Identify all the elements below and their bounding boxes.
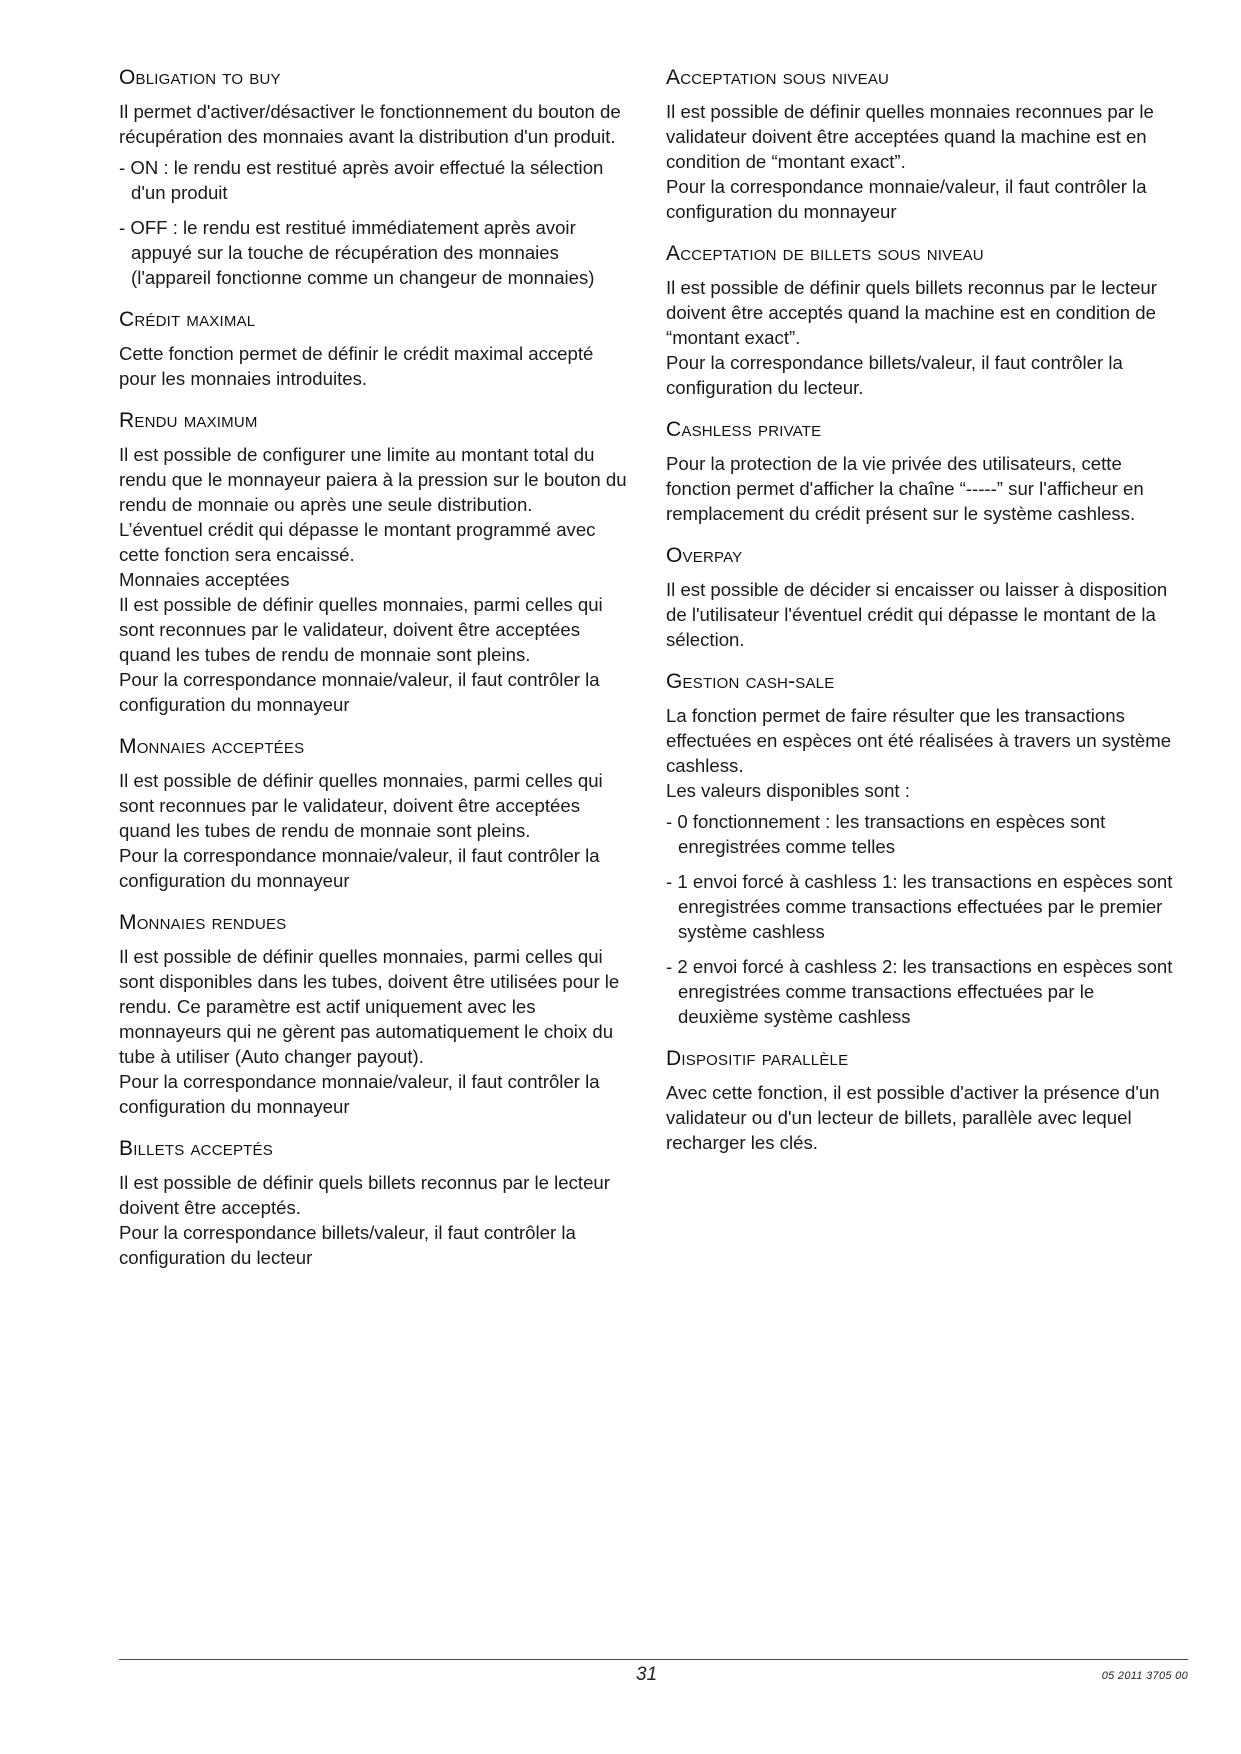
- section-monnaies-acceptees: [119, 735, 629, 893]
- section-paragraph: Il est possible de définir quelles monnaies, parmi celles qui sont reconnues par le validateur, doivent être acceptées quand les tubes de rendu de monnaie sont pleins. Pour la correspondance monnaie/valeur, il faut contrôler la configuration du monnayeur: [119, 770, 603, 891]
- list-item: - ON : le rendu est restitué après avoir effectué la sélection d'un produit: [119, 157, 604, 203]
- section-acceptation-sous-niveau: [666, 66, 1176, 224]
- value-list: [666, 809, 1176, 1029]
- section-heading: Dispositif parallèle: [666, 1047, 849, 1070]
- section-heading: Cashless private: [666, 418, 822, 441]
- section-heading: Gestion cash-sale: [666, 670, 835, 693]
- section-obligation-to-buy: [119, 66, 629, 290]
- section-paragraph: Il est possible de définir quels billets reconnus par le lecteur doivent être acceptés. Pour la correspondance billets/valeur, il faut contrôler la configuration du lecteur: [119, 1172, 610, 1268]
- section-paragraph: Pour la protection de la vie privée des utilisateurs, cette fonction permet d'afficher la chaîne “-----” sur l'afficheur en remplacement du crédit présent sur le système cashless.: [666, 453, 1144, 524]
- section-paragraph: La fonction permet de faire résulter que les transactions effectuées en espèces ont été réalisées à travers un système cashless. Les valeurs disponibles sont :: [666, 705, 1172, 801]
- section-heading: Acceptation de billets sous niveau: [666, 242, 984, 265]
- list-item: - 1 envoi forcé à cashless 1: les transactions en espèces sont enregistrées comme transactions effectuées par le premier système cashless: [666, 871, 1173, 942]
- list-item: - OFF : le rendu est restitué immédiatement après avoir appuyé sur la touche de récupération des monnaies (l'appareil fonctionne comme un changeur de monnaies): [119, 217, 595, 288]
- list-item: - 2 envoi forcé à cashless 2: les transactions en espèces sont enregistrées comme transactions effectuées par le deuxième système cashless: [666, 956, 1173, 1027]
- section-paragraph: Cette fonction permet de définir le crédit maximal accepté pour les monnaies introduites.: [119, 343, 594, 389]
- section-paragraph: Il permet d'activer/désactiver le fonctionnement du bouton de récupération des monnaies avant la distribution d'un produit.: [119, 101, 621, 147]
- list-item: - 0 fonctionnement : les transactions en espèces sont enregistrées comme telles: [666, 811, 1106, 857]
- section-paragraph: Il est possible de configurer une limite au montant total du rendu que le monnayeur paiera à la pression sur le bouton du rendu de monnaie ou après une seule distribution. L’éventuel crédit qui dépasse le montant programmé avec cette fonction sera encaissé. Monnaies acceptées Il est possible de définir quelles monnaies, parmi celles qui sont reconnues par le validateur, doivent être acceptées quand les tubes de rendu de monnaie sont pleins. Pour la correspondance monnaie/valeur, il faut contrôler la configuration du monnayeur: [119, 444, 627, 715]
- section-paragraph: Il est possible de définir quelles monnaies reconnues par le validateur doivent être acceptées quand la machine est en condition de “montant exact”. Pour la correspondance monnaie/valeur, il faut contrôler la configuration du monnayeur: [666, 101, 1154, 222]
- section-overpay: [666, 544, 1176, 652]
- section-paragraph: Il est possible de définir quels billets reconnus par le lecteur doivent être acceptés quand la machine est en condition de “montant exact”. Pour la correspondance billets/valeur, il faut contrôler la configuration du lecteur.: [666, 277, 1157, 398]
- left-column: [119, 66, 629, 1288]
- section-monnaies-rendues: [119, 911, 629, 1119]
- section-heading: Overpay: [666, 544, 743, 567]
- section-heading: Acceptation sous niveau: [666, 66, 890, 89]
- section-cashless-private: [666, 418, 1176, 526]
- section-heading: Obligation to buy: [119, 66, 281, 89]
- right-column: [666, 66, 1176, 1173]
- section-heading: Monnaies acceptées: [119, 735, 305, 758]
- page-number: 31: [636, 1664, 658, 1685]
- section-paragraph: Il est possible de décider si encaisser ou laisser à disposition de l'utilisateur l'éventuel crédit qui dépasse le montant de la sélection.: [666, 579, 1168, 650]
- section-acceptation-billets-sous-niveau: [666, 242, 1176, 400]
- section-paragraph: Il est possible de définir quelles monnaies, parmi celles qui sont disponibles dans les tubes, doivent être utilisées pour le rendu. Ce paramètre est actif uniquement avec les monnayeurs qui ne gèrent pas automatiquement le choix du tube à utiliser (Auto changer payout). Pour la correspondance monnaie/valeur, il faut contrôler la configuration du monnayeur: [119, 946, 620, 1117]
- footer-divider: [119, 1659, 1188, 1660]
- section-heading: Monnaies rendues: [119, 911, 287, 934]
- section-billets-acceptes: [119, 1137, 629, 1270]
- section-rendu-maximum: [119, 409, 629, 717]
- section-gestion-cash-sale: [666, 670, 1176, 1029]
- option-list: [119, 155, 629, 290]
- section-paragraph: Avec cette fonction, il est possible d'activer la présence d'un validateur ou d'un lecteur de billets, parallèle avec lequel recharger les clés.: [666, 1082, 1160, 1153]
- document-code: 05 2011 3705 00: [1101, 1670, 1188, 1682]
- section-credit-maximal: [119, 308, 629, 391]
- section-heading: Rendu maximum: [119, 409, 258, 432]
- section-heading: Billets acceptés: [119, 1137, 273, 1160]
- section-dispositif-parallele: [666, 1047, 1176, 1155]
- section-heading: Crédit maximal: [119, 308, 256, 331]
